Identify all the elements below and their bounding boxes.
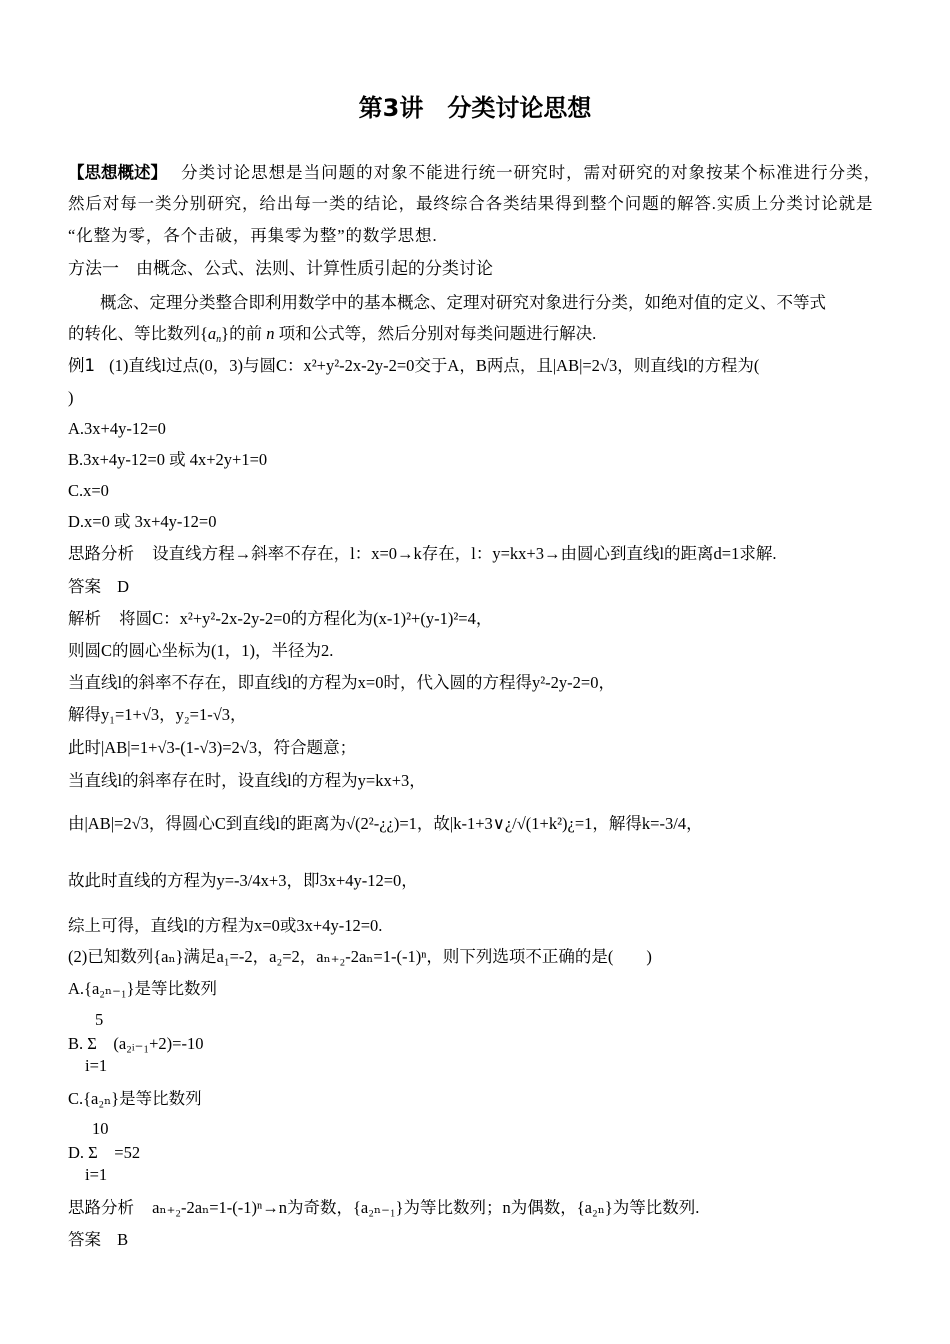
overview-line-3: “化整为零，各个击破，再集零为整”的数学思想. (68, 226, 438, 245)
page-title: 第3讲 分类讨论思想 (358, 94, 592, 122)
sum-d-lower: i=1 (85, 1165, 108, 1184)
solution-line-8: 故此时直线的方程为y=-3/4x+3，即3x+4y-12=0， (68, 871, 418, 890)
example-label: 例1 (68, 356, 95, 375)
overview-line-2: 然后对每一类分别研究，给出每一类的结论，最终综合各类结果得到整个问题的解答.实质上分类讨论就是 (68, 194, 874, 213)
ex2-answer-line: 答案 B (68, 1230, 129, 1249)
ex2-answer-label: 答案 (68, 1230, 101, 1249)
ex2-option-b: B. Σ (a₂ᵢ₋₁+2)=-10 (68, 1034, 204, 1053)
ex2-analysis-label: 思路分析 (68, 1198, 134, 1217)
sum-b-lower: i=1 (85, 1056, 108, 1075)
example-1-question-end: ) (68, 388, 74, 407)
method-heading: 方法一 由概念、公式、法则、计算性质引起的分类讨论 (68, 259, 493, 279)
analysis-line: 思路分析 设直线方程→斜率不存在，l：x=0→k存在，l：y=kx+3→由圆心到直线l的距离d=1求解. (68, 544, 777, 563)
overview-label: 【思想概述】 (68, 163, 167, 182)
example-1-question: 例1 (1)直线l过点(0，3)与圆C：x²+y²-2x-2y-2=0交于A，B两点，且|AB|=2√3，则直线l的方程为( (68, 356, 760, 375)
analysis-label: 思路分析 (68, 544, 134, 563)
solution-line-9: 综上可得，直线l的方程为x=0或3x+4y-12=0. (68, 916, 383, 935)
option-d: D.x=0 或 3x+4y-12=0 (68, 512, 217, 531)
ex2-option-a: A.{a₂ₙ₋₁}是等比数列 (68, 979, 218, 998)
solution-line-1: 解析 将圆C：x²+y²-2x-2y-2=0的方程化为(x-1)²+(y-1)²=4， (68, 609, 493, 628)
answer-label: 答案 (68, 577, 101, 596)
ex2-analysis-line: 思路分析 aₙ₊₂-2aₙ=1-(-1)ⁿ→n为奇数，{a₂ₙ₋₁}为等比数列；n为偶数，{a₂ₙ}为等比数列. (68, 1198, 700, 1217)
option-a: A.3x+4y-12=0 (68, 419, 166, 438)
solution-line-5: 此时|AB|=1+√3-(1-√3)=2√3，符合题意； (68, 738, 357, 757)
sum-d-upper: 10 (92, 1119, 109, 1138)
solution-line-4: 解得y₁=1+√3，y₂=1-√3， (68, 705, 247, 724)
sum-b-upper: 5 (95, 1010, 104, 1029)
ex2-option-d: D. Σ =52 (68, 1143, 141, 1162)
method-para-1: 概念、定理分类整合即利用数学中的基本概念、定理对研究对象进行分类，如绝对值的定义、不等式 (100, 293, 826, 312)
answer-line: 答案 D (68, 577, 130, 596)
solution-label: 解析 (68, 609, 101, 628)
ex2-option-c: C.{a₂ₙ}是等比数列 (68, 1089, 202, 1108)
overview-line-1: 【思想概述】 分类讨论思想是当问题的对象不能进行统一研究时，需对研究的对象按某个标准进行分类， (68, 163, 882, 182)
option-c: C.x=0 (68, 481, 109, 500)
method-para-2: 的转化、等比数列$\{a_n\}$的前 n 项和公式等，然后分别对每类问题进行解决. (68, 324, 597, 345)
option-b: B.3x+4y-12=0 或 4x+2y+1=0 (68, 450, 268, 469)
solution-line-6: 当直线l的斜率存在时，设直线l的方程为y=kx+3， (68, 771, 426, 790)
example-2-question: (2)已知数列{aₙ}满足a₁=-2，a₂=2，aₙ₊₂-2aₙ=1-(-1)ⁿ，则下列选项不正确的是( ) (68, 947, 652, 966)
solution-line-2: 则圆C的圆心坐标为(1，1)，半径为2. (68, 641, 334, 660)
solution-line-3: 当直线l的斜率不存在，即直线l的方程为x=0时，代入圆的方程得y²-2y-2=0， (68, 673, 615, 692)
solution-line-7: 由|AB|=2√3，得圆心C到直线l的距离为√(2²-¿¿)=1，故|k-1+3∨¿/√(1+k²)¿=1，解得k=-3/4， (68, 814, 703, 833)
